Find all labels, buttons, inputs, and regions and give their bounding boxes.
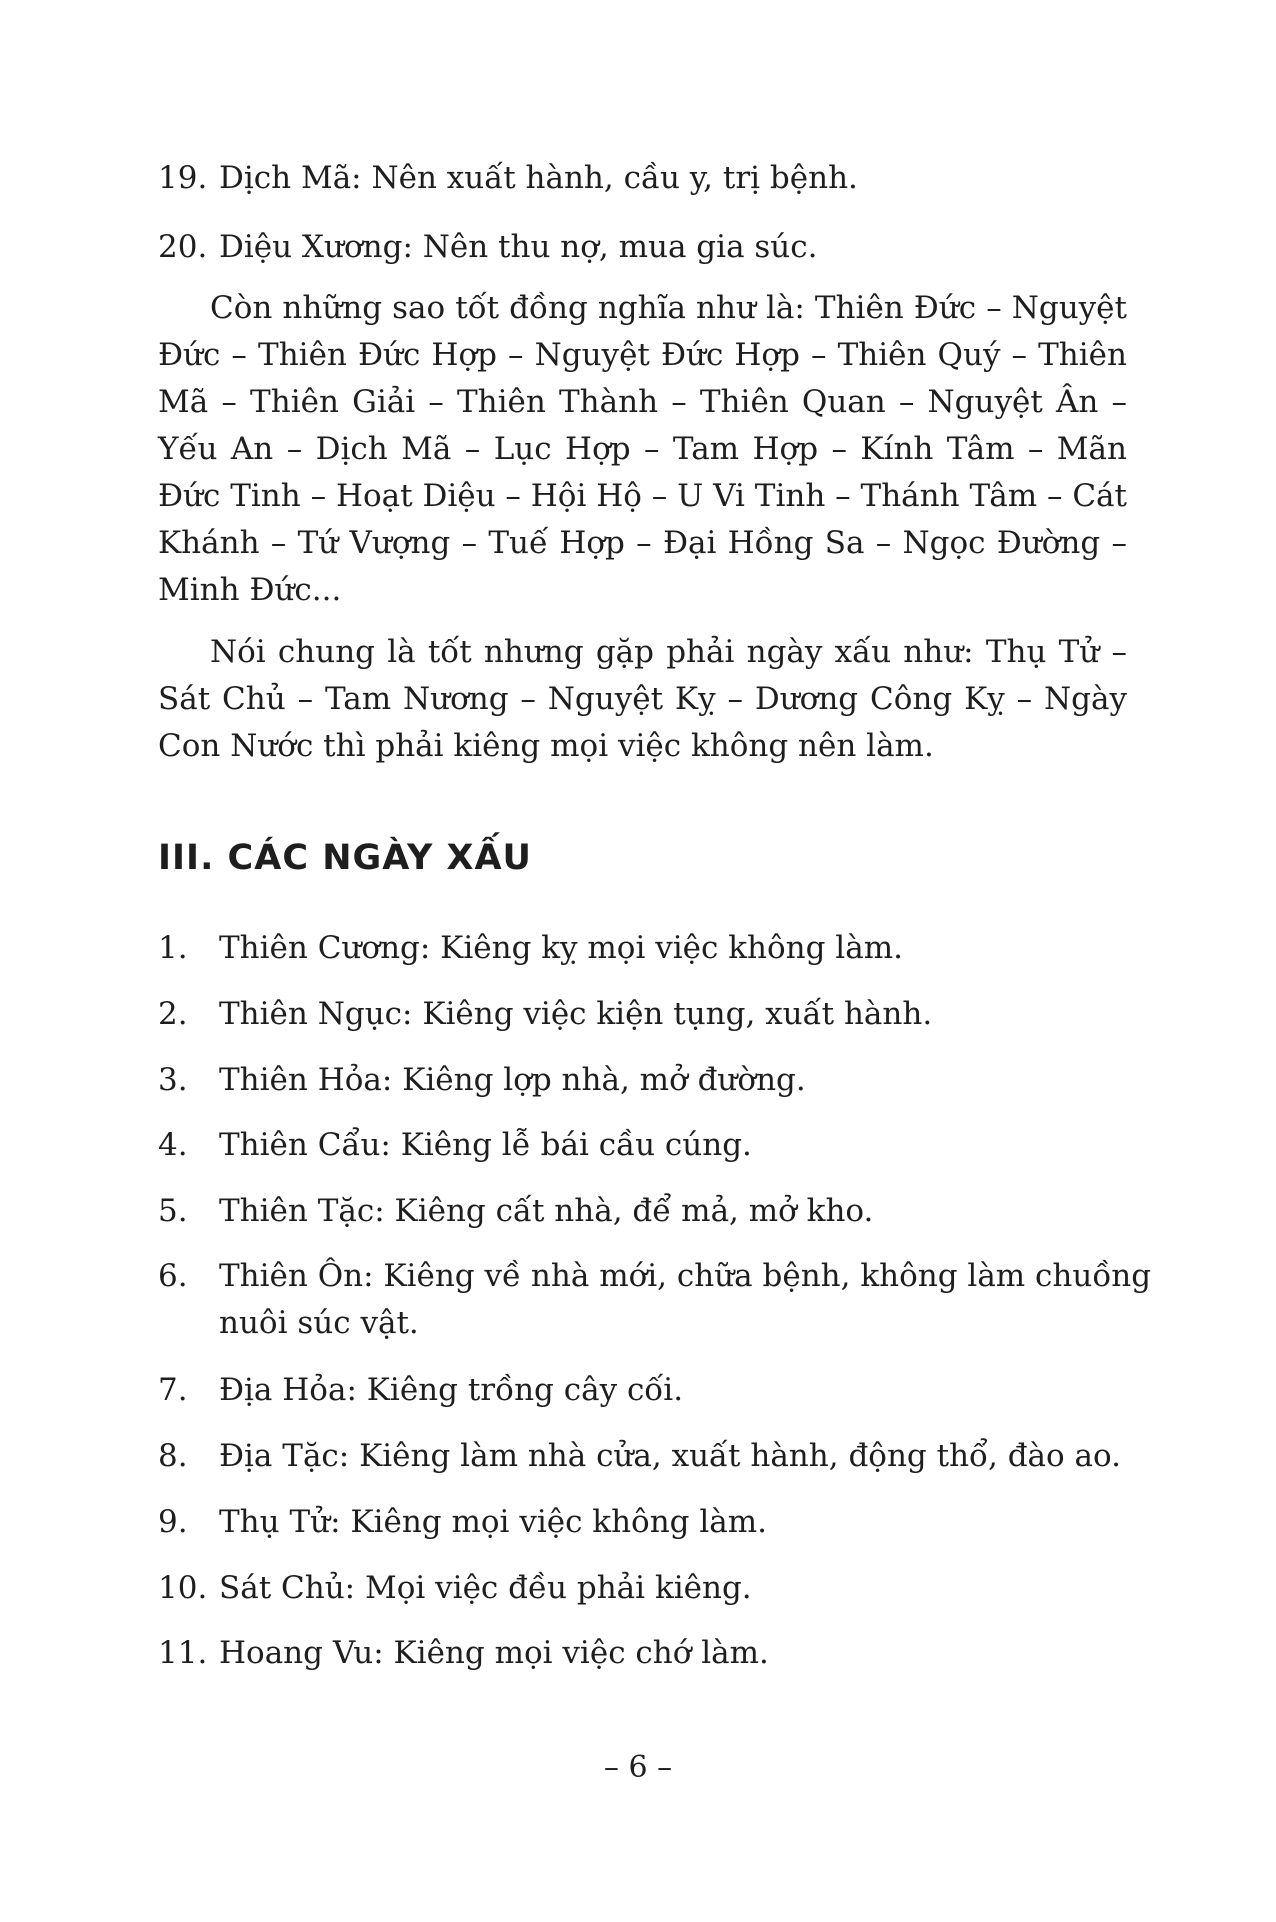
item-number: 10. <box>158 1570 208 1606</box>
paragraph-line: Mã – Thiên Giải – Thiên Thành – Thiên Quan – Nguyệt Ân – <box>158 384 1127 420</box>
item-text: Sát Chủ: Mọi việc đều phải kiêng. <box>219 1570 752 1606</box>
item-number: 20. <box>158 229 208 265</box>
item-text: Thiên Ngục: Kiêng việc kiện tụng, xuất hành. <box>219 996 933 1032</box>
item-number: 3. <box>158 1062 188 1098</box>
paragraph-line: Sát Chủ – Tam Nương – Nguyệt Kỵ – Dương Công Kỵ – Ngày <box>158 681 1127 717</box>
item-number: 9. <box>158 1504 188 1540</box>
paragraph-line: Đức – Thiên Đức Hợp – Nguyệt Đức Hợp – Thiên Quý – Thiên <box>158 337 1127 373</box>
item-text: Thiên Ôn: Kiêng về nhà mới, chữa bệnh, không làm chuồng <box>219 1258 1152 1294</box>
paragraph-line: Còn những sao tốt đồng nghĩa như là: Thiên Đức – Nguyệt <box>210 290 1127 326</box>
page-number: – 6 – <box>603 1750 673 1785</box>
item-number: 19. <box>158 160 208 196</box>
item-number: 11. <box>158 1635 208 1671</box>
section-heading: III. CÁC NGÀY XẤU <box>158 838 532 878</box>
item-text: Diệu Xương: Nên thu nợ, mua gia súc. <box>219 229 818 265</box>
item-number: 7. <box>158 1372 188 1408</box>
item-number: 5. <box>158 1193 188 1229</box>
item-number: 4. <box>158 1127 188 1163</box>
item-text: Thiên Cương: Kiêng kỵ mọi việc không làm. <box>219 930 903 966</box>
item-number: 6. <box>158 1258 188 1294</box>
item-text: Địa Hỏa: Kiêng trồng cây cối. <box>219 1372 684 1408</box>
item-number: 1. <box>158 930 188 966</box>
item-number: 8. <box>158 1438 188 1474</box>
paragraph-line: Con Nước thì phải kiêng mọi việc không nên làm. <box>158 728 934 764</box>
item-text: Dịch Mã: Nên xuất hành, cầu y, trị bệnh. <box>219 160 858 196</box>
item-number: 2. <box>158 996 188 1032</box>
paragraph-line: Yếu An – Dịch Mã – Lục Hợp – Tam Hợp – Kính Tâm – Mãn <box>158 431 1127 467</box>
item-text: Địa Tặc: Kiêng làm nhà cửa, xuất hành, động thổ, đào ao. <box>219 1438 1122 1474</box>
paragraph-line: Nói chung là tốt nhưng gặp phải ngày xấu như: Thụ Tử – <box>210 634 1127 670</box>
item-text: nuôi súc vật. <box>219 1305 419 1341</box>
item-text: Thụ Tử: Kiêng mọi việc không làm. <box>219 1504 768 1540</box>
paragraph-line: Minh Đức... <box>158 572 342 608</box>
item-text: Thiên Tặc: Kiêng cất nhà, để mả, mở kho. <box>219 1193 874 1229</box>
paragraph-line: Đức Tinh – Hoạt Diệu – Hội Hộ – U Vi Tinh – Thánh Tâm – Cát <box>158 478 1127 514</box>
item-text: Thiên Cẩu: Kiêng lễ bái cầu cúng. <box>219 1127 752 1163</box>
item-text: Hoang Vu: Kiêng mọi việc chớ làm. <box>219 1635 769 1671</box>
item-text: Thiên Hỏa: Kiêng lợp nhà, mở đường. <box>219 1062 806 1098</box>
paragraph-line: Khánh – Tứ Vượng – Tuế Hợp – Đại Hồng Sa – Ngọc Đường – <box>158 525 1127 561</box>
